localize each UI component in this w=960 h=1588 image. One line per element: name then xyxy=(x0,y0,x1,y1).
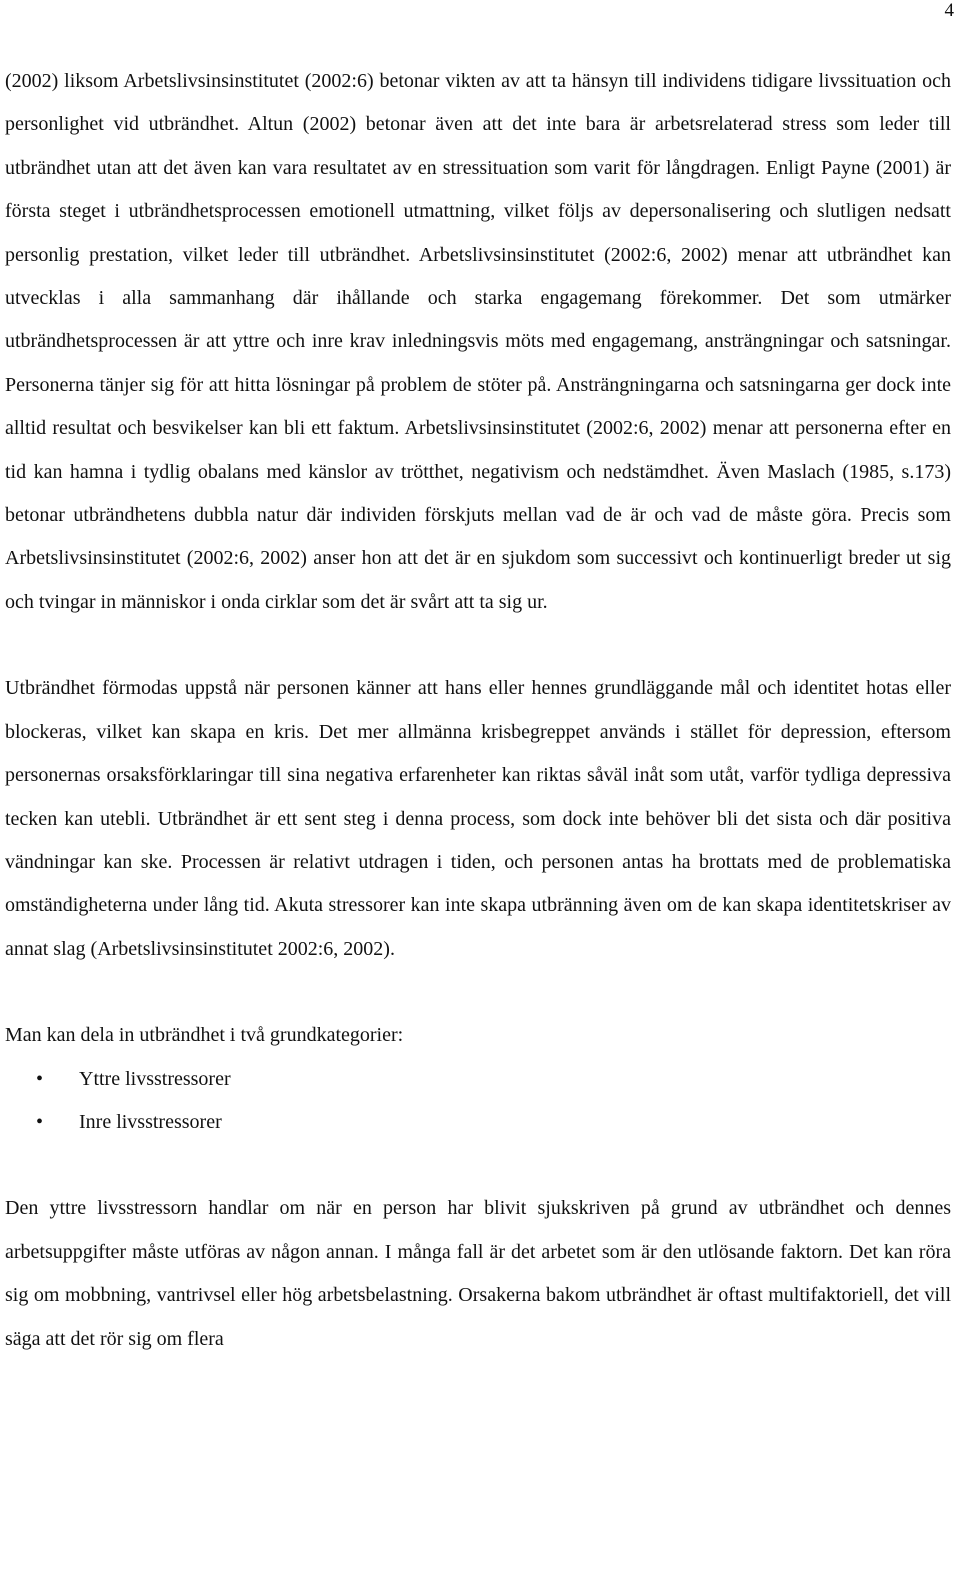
paragraph-3: Den yttre livsstressorn handlar om när en person har blivit sjukskriven på grund av utbrändhet och dennes arbetsuppgifter måste utföras av någon annan. I många fall är det arbetet som är den utlösande faktorn. Det kan röra sig om mobbning, vantrivsel eller hög arbetsbelastning. Orsakerna bakom utbrändhet är oftast multifaktoriell, det vill säga att det rör sig om flera xyxy=(5,1197,951,1350)
category-list xyxy=(5,1058,951,1145)
bullet-icon: • xyxy=(36,1067,44,1090)
bullet-icon: • xyxy=(36,1110,44,1133)
document-body xyxy=(5,60,951,1361)
list-item-text: Inre livsstressorer xyxy=(79,1110,222,1133)
list-intro: Man kan dela in utbrändhet i två grundkategorier: xyxy=(5,1024,404,1047)
paragraph-2: Utbrändhet förmodas uppstå när personen känner att hans eller hennes grundläggande mål och identitet hotas eller blockeras, vilket kan skapa en kris. Det mer allmänna krisbegreppet används i stället för depression, eftersom personernas orsaksförklaringar till sina negativa erfarenheter kan riktas såväl inåt som utåt, varför tydliga depressiva tecken kan utebli. Utbrändhet är ett sent steg i denna process, som dock inte behöver bli det sista och där positiva vändningar kan ske. Processen är relativt utdragen i tiden, och personen antas ha brottats med de problematiska omständigheterna under lång tid. Akuta stressorer kan inte skapa utbränning även om de kan skapa identitetskriser av annat slag (Arbetslivsinsinstitutet 2002:6, 2002). xyxy=(5,677,951,960)
paragraph-spacer xyxy=(5,1144,951,1187)
list-item xyxy=(5,1058,951,1101)
paragraph-spacer xyxy=(5,971,951,1014)
page-number: 4 xyxy=(944,0,954,21)
list-item-text: Yttre livsstressorer xyxy=(79,1067,231,1090)
paragraph-spacer xyxy=(5,624,951,667)
paragraph-1: (2002) liksom Arbetslivsinsinstitutet (2002:6) betonar vikten av att ta hänsyn till individens tidigare livssituation och personlighet vid utbrändhet. Altun (2002) betonar även att det inte bara är arbetsrelaterad stress som leder till utbrändhet utan att det även kan vara resultatet av en stressituation som varit för långdragen. Enligt Payne (2001) är första steget i utbrändhetsprocessen emotionell utmattning, vilket följs av depersonalisering och slutligen nedsatt personlig prestation, vilket leder till utbrändhet. Arbetslivsinsinstitutet (2002:6, 2002) menar att utbrändhet kan utvecklas i alla sammanhang där ihållande och starka engagemang förekommer. Det som utmärker utbrändhetsprocessen är att yttre och inre krav inledningsvis möts med engagemang, ansträngningar och satsningar. Personerna tänjer sig för att hitta lösningar på problem de stöter på. Ansträngningarna och satsningarna ger dock inte alltid resultat och besvikelser kan bli ett faktum. Arbetslivsinsinstitutet (2002:6, 2002) menar att personerna efter en tid kan hamna i tydlig obalans med känslor av trötthet, negativism och nedstämdhet. Även Maslach (1985, s.173) betonar utbrändhetens dubbla natur där individen förskjuts mellan vad de är och vad de måste göra. Precis som Arbetslivsinsinstitutet (2002:6, 2002) anser hon att det är en sjukdom som successivt och kontinuerligt breder ut sig och tvingar in människor i onda cirklar som det är svårt att ta sig ur. xyxy=(5,70,951,613)
list-item xyxy=(5,1101,951,1144)
